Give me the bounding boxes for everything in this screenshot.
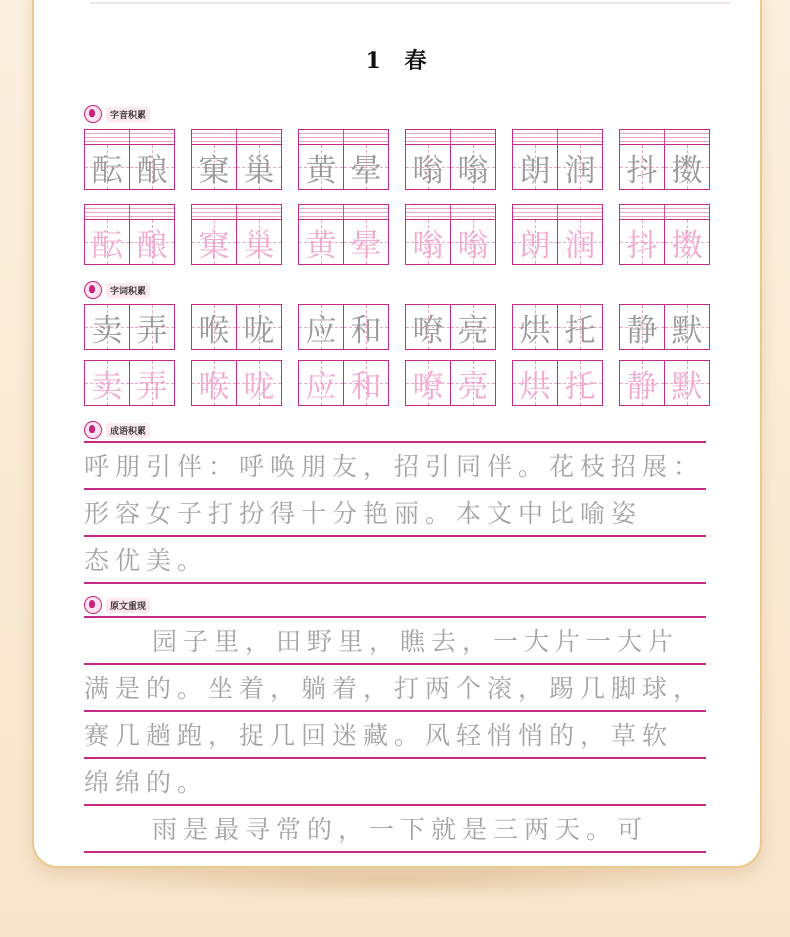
practice-character: 卖	[91, 312, 123, 349]
practice-character: 窠	[198, 227, 230, 264]
tianzige-cell	[451, 361, 495, 405]
tianzige-cell	[513, 361, 558, 405]
practice-character: 和	[350, 368, 382, 405]
word-box	[191, 304, 282, 350]
idiom-text-block	[84, 441, 706, 584]
tianzige-cell	[299, 305, 344, 349]
tianzige-cell	[558, 305, 602, 349]
text-line: 赛几趟跑，捉几回迷藏。风轻悄悄的，草软	[84, 712, 706, 759]
practice-character: 巢	[243, 227, 275, 264]
tianzige-cell	[451, 305, 495, 349]
word-box	[84, 129, 175, 190]
lesson-number: 1	[365, 48, 383, 74]
word-box	[84, 360, 175, 406]
tianzige-cell	[665, 145, 709, 189]
practice-character: 嘹	[412, 368, 444, 405]
tianzige-cell	[620, 220, 665, 264]
tianzige-cell	[192, 220, 237, 264]
pinyin-lines	[299, 130, 388, 145]
section-idiom-accumulation	[84, 421, 150, 439]
tianzige-cell	[237, 220, 281, 264]
practice-character: 嗡	[457, 152, 489, 189]
word-box	[405, 360, 496, 406]
tianzige-cell	[192, 361, 237, 405]
practice-character: 黄	[305, 152, 337, 189]
tianzige-cell	[558, 220, 602, 264]
tianzige-cell	[406, 361, 451, 405]
tianzige-cell	[665, 220, 709, 264]
tianzige-cell	[299, 361, 344, 405]
practice-character: 咙	[243, 312, 275, 349]
practice-character: 咙	[243, 368, 275, 405]
word-box	[619, 360, 710, 406]
tianzige-cell	[344, 145, 388, 189]
practice-character: 润	[564, 152, 596, 189]
word-practice-row	[84, 304, 710, 350]
tianzige-cell	[406, 145, 451, 189]
word-box	[298, 129, 389, 190]
tianzige-cell	[513, 220, 558, 264]
practice-character: 酿	[136, 152, 168, 189]
practice-character: 应	[305, 312, 337, 349]
pinyin-lines	[513, 130, 602, 145]
practice-character: 烘	[519, 368, 551, 405]
tianzige-cell	[299, 220, 344, 264]
lesson-title	[34, 44, 760, 75]
tianzige-cell	[192, 305, 237, 349]
practice-character: 抖	[626, 227, 658, 264]
section-label-text: 原文重现	[106, 598, 150, 613]
pinyin-lines	[85, 130, 174, 145]
pinyin-lines	[620, 205, 709, 220]
tianzige-cell	[513, 305, 558, 349]
flower-icon	[84, 596, 102, 614]
word-box	[191, 204, 282, 265]
practice-character: 应	[305, 368, 337, 405]
practice-character: 嗡	[457, 227, 489, 264]
section-label-text: 成语积累	[106, 423, 150, 438]
pinyin-lines	[85, 205, 174, 220]
practice-character: 亮	[457, 368, 489, 405]
practice-character: 窠	[198, 152, 230, 189]
practice-character: 润	[564, 227, 596, 264]
practice-character: 烘	[519, 312, 551, 349]
tianzige-cell	[451, 220, 495, 264]
practice-character: 酿	[136, 227, 168, 264]
practice-character: 嗡	[412, 152, 444, 189]
word-box	[84, 304, 175, 350]
practice-character: 酝	[91, 227, 123, 264]
section-word-accumulation	[84, 281, 150, 299]
text-line: 满是的。坐着，躺着，打两个滚，踢几脚球，	[84, 665, 706, 712]
section-char-accumulation	[84, 105, 150, 123]
section-label-text: 字音积累	[106, 107, 150, 122]
practice-character: 朗	[519, 152, 551, 189]
practice-character: 喉	[198, 368, 230, 405]
practice-character: 弄	[136, 368, 168, 405]
practice-character: 和	[350, 312, 382, 349]
text-line: 呼朋引伴：呼唤朋友，招引同伴。花枝招展：	[84, 441, 706, 490]
practice-character: 亮	[457, 312, 489, 349]
tianzige-cell	[558, 145, 602, 189]
tianzige-cell	[130, 145, 174, 189]
practice-character: 默	[671, 368, 703, 405]
practice-character: 酝	[91, 152, 123, 189]
word-box	[512, 360, 603, 406]
flower-icon	[84, 281, 102, 299]
tianzige-cell	[192, 145, 237, 189]
practice-character: 嘹	[412, 312, 444, 349]
tianzige-cell	[344, 305, 388, 349]
word-box	[84, 204, 175, 265]
pinyin-lines	[513, 205, 602, 220]
tianzige-cell	[237, 145, 281, 189]
practice-character: 卖	[91, 368, 123, 405]
tianzige-cell	[130, 361, 174, 405]
word-box	[405, 129, 496, 190]
word-box	[512, 204, 603, 265]
word-box	[191, 360, 282, 406]
tianzige-cell	[620, 305, 665, 349]
lesson-name: 春	[404, 48, 429, 74]
tianzige-cell	[344, 361, 388, 405]
practice-character: 托	[564, 368, 596, 405]
pinyin-lines	[192, 205, 281, 220]
text-line: 雨是最寻常的，一下就是三两天。可	[84, 806, 706, 853]
tianzige-cell	[130, 305, 174, 349]
tianzige-cell	[237, 361, 281, 405]
word-box	[512, 304, 603, 350]
word-box	[512, 129, 603, 190]
practice-character: 嗡	[412, 227, 444, 264]
tianzige-cell	[620, 145, 665, 189]
tianzige-cell	[85, 220, 130, 264]
practice-character: 晕	[350, 227, 382, 264]
tianzige-cell	[85, 361, 130, 405]
practice-character: 朗	[519, 227, 551, 264]
practice-character: 默	[671, 312, 703, 349]
pinyin-lines	[406, 205, 495, 220]
word-box	[298, 204, 389, 265]
top-decoration	[90, 2, 730, 8]
tianzige-cell	[237, 305, 281, 349]
practice-character: 静	[626, 312, 658, 349]
practice-character: 擞	[671, 152, 703, 189]
flower-icon	[84, 105, 102, 123]
tianzige-cell	[406, 220, 451, 264]
word-box	[619, 129, 710, 190]
practice-character: 喉	[198, 312, 230, 349]
original-text-block	[84, 616, 706, 853]
pinyin-lines	[299, 205, 388, 220]
tianzige-cell	[665, 361, 709, 405]
pinyin-lines	[192, 130, 281, 145]
pinyin-lines	[406, 130, 495, 145]
tianzige-cell	[299, 145, 344, 189]
text-line: 绵绵的。	[84, 759, 706, 806]
practice-character: 巢	[243, 152, 275, 189]
word-box	[619, 204, 710, 265]
tianzige-cell	[406, 305, 451, 349]
pinyin-lines	[620, 130, 709, 145]
word-box	[405, 304, 496, 350]
section-original-text	[84, 596, 150, 614]
tianzige-cell	[130, 220, 174, 264]
tianzige-cell	[513, 145, 558, 189]
practice-character: 静	[626, 368, 658, 405]
char-trace-row	[84, 204, 710, 265]
word-trace-row	[84, 360, 710, 406]
text-line: 态优美。	[84, 537, 706, 584]
tianzige-cell	[344, 220, 388, 264]
tianzige-cell	[451, 145, 495, 189]
practice-character: 弄	[136, 312, 168, 349]
tianzige-cell	[558, 361, 602, 405]
text-line: 形容女子打扮得十分艳丽。本文中比喻姿	[84, 490, 706, 537]
tianzige-cell	[85, 145, 130, 189]
char-practice-row	[84, 129, 710, 190]
tianzige-cell	[85, 305, 130, 349]
word-box	[405, 204, 496, 265]
word-box	[619, 304, 710, 350]
word-box	[298, 360, 389, 406]
text-line: 园子里，田野里，瞧去，一大片一大片	[84, 616, 706, 665]
flower-icon	[84, 421, 102, 439]
workbook-page	[32, 0, 762, 868]
practice-character: 抖	[626, 152, 658, 189]
word-box	[191, 129, 282, 190]
section-label-text: 字词积累	[106, 283, 150, 298]
practice-character: 托	[564, 312, 596, 349]
practice-character: 擞	[671, 227, 703, 264]
tianzige-cell	[620, 361, 665, 405]
practice-character: 晕	[350, 152, 382, 189]
tianzige-cell	[665, 305, 709, 349]
word-box	[298, 304, 389, 350]
practice-character: 黄	[305, 227, 337, 264]
